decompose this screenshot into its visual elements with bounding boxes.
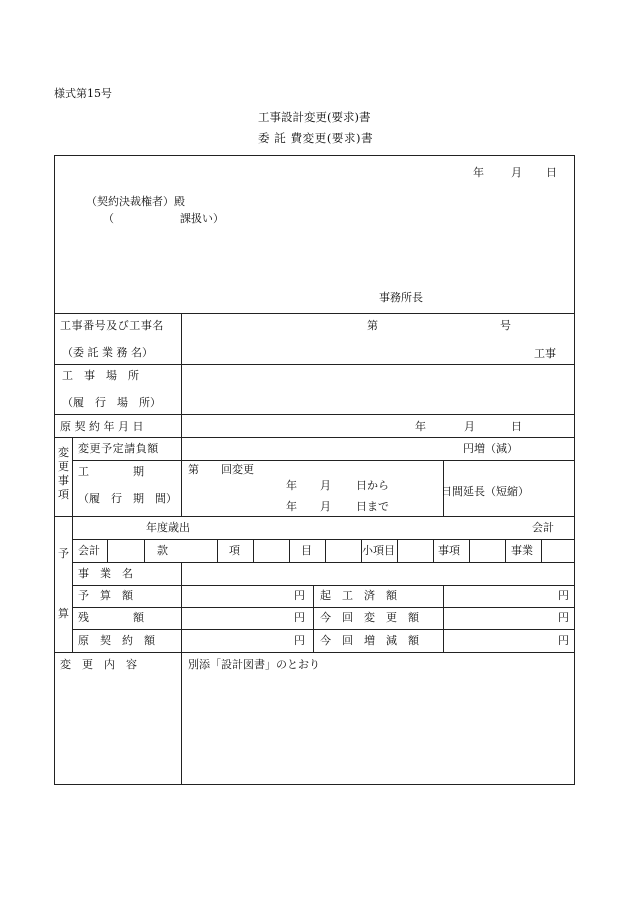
rule [289,539,290,562]
fiscal-year: 年度歳出 [146,521,190,534]
yen-unit: 円 [558,611,569,624]
rule [505,539,506,562]
rule [313,585,314,652]
col-jigyou: 事業 [511,544,533,557]
rule [72,585,575,586]
page-title: 工事設計変更(要求)書 [258,110,371,124]
yen-unit: 円 [558,589,569,602]
page-subtitle: 委 託 費変更(要求)書 [258,131,374,145]
col-jikou: 事項 [438,544,460,557]
date-month: 月 [511,166,522,179]
original-contract-label: 原 契 約 額 [78,634,155,647]
original-year: 年 [415,420,426,433]
budget-side-label-1: 予 [58,547,69,560]
yen-unit: 円 [294,634,305,647]
change-contents-label: 変 更 内 容 [60,658,137,671]
to-day: 日まで [356,500,389,513]
work-suffix: 工事 [534,347,556,360]
remaining-label: 残 額 [78,611,144,624]
rule [469,539,470,562]
yen-unit: 円 [294,589,305,602]
col-kou: 項 [229,544,240,557]
col-kan: 款 [157,544,168,557]
rule [54,364,575,365]
rule [397,539,398,562]
col-small-item: 小項目 [362,544,395,557]
rule [433,539,434,562]
this-change-label: 今 回 変 更 額 [320,611,419,624]
perform-location-label: （履 行 場 所） [62,396,161,409]
rule [541,539,542,562]
work-number-dai: 第 [367,319,378,332]
started-amount-label: 起 工 済 額 [320,589,397,602]
addressee-section: 課扱い） [180,212,224,225]
date-day: 日 [546,166,557,179]
rule [217,539,218,562]
rule [72,607,575,608]
change-contents: 別添「設計図書」のとおり [188,658,320,671]
this-increase-label: 今 回 増 減 額 [320,634,419,647]
planned-amount-label: 変更予定請負額 [78,442,159,455]
from-month: 月 [320,479,331,492]
rule [72,539,575,540]
business-name-label: 事 業 名 [78,567,133,580]
consign-name-label: （委 託 業 務 名） [62,346,153,359]
col-account: 会計 [78,544,100,557]
rule [181,313,182,516]
rule [54,414,575,415]
from-day: 日から [356,479,389,492]
increase-decrease: 円増（減） [463,442,518,455]
change-number: 第 回変更 [188,463,254,476]
rule [253,539,254,562]
change-items-label: 変更事項 [58,446,69,501]
rule [325,539,326,562]
rule [54,313,575,314]
from-year: 年 [286,479,297,492]
rule [54,652,575,653]
rule [107,539,108,562]
period-label: 工 期 [78,465,144,478]
office-head: 事務所長 [379,291,423,304]
to-year: 年 [286,500,297,513]
work-number-label: 工事番号及び工事名 [60,319,164,332]
rule [72,460,575,461]
yen-unit: 円 [558,634,569,647]
budget-side-label-2: 算 [58,607,69,620]
extension: 日間延長（短縮） [441,485,529,498]
original-date-label: 原 契 約 年 月 日 [60,420,144,433]
rule [72,562,575,563]
original-month: 月 [464,420,475,433]
yen-unit: 円 [294,611,305,624]
rule [72,437,73,652]
rule [181,585,182,785]
budget-amount-label: 予 算 額 [78,589,133,602]
rule [54,516,575,517]
account-label: 会計 [532,521,554,534]
form-number: 様式第15号 [54,87,112,100]
col-moku: 目 [301,544,312,557]
addressee: （契約決裁権者）殿 [86,195,185,208]
to-month: 月 [320,500,331,513]
rule [443,585,444,652]
rule [181,562,182,585]
work-number-go: 号 [500,319,511,332]
location-label: 工 事 場 所 [62,369,139,382]
date-year: 年 [473,166,484,179]
rule [54,437,575,438]
rule [72,629,575,630]
rule [144,539,145,562]
addressee-paren: （ [103,212,114,225]
perform-period-label: （履 行 期 間） [78,492,177,505]
original-day: 日 [511,420,522,433]
